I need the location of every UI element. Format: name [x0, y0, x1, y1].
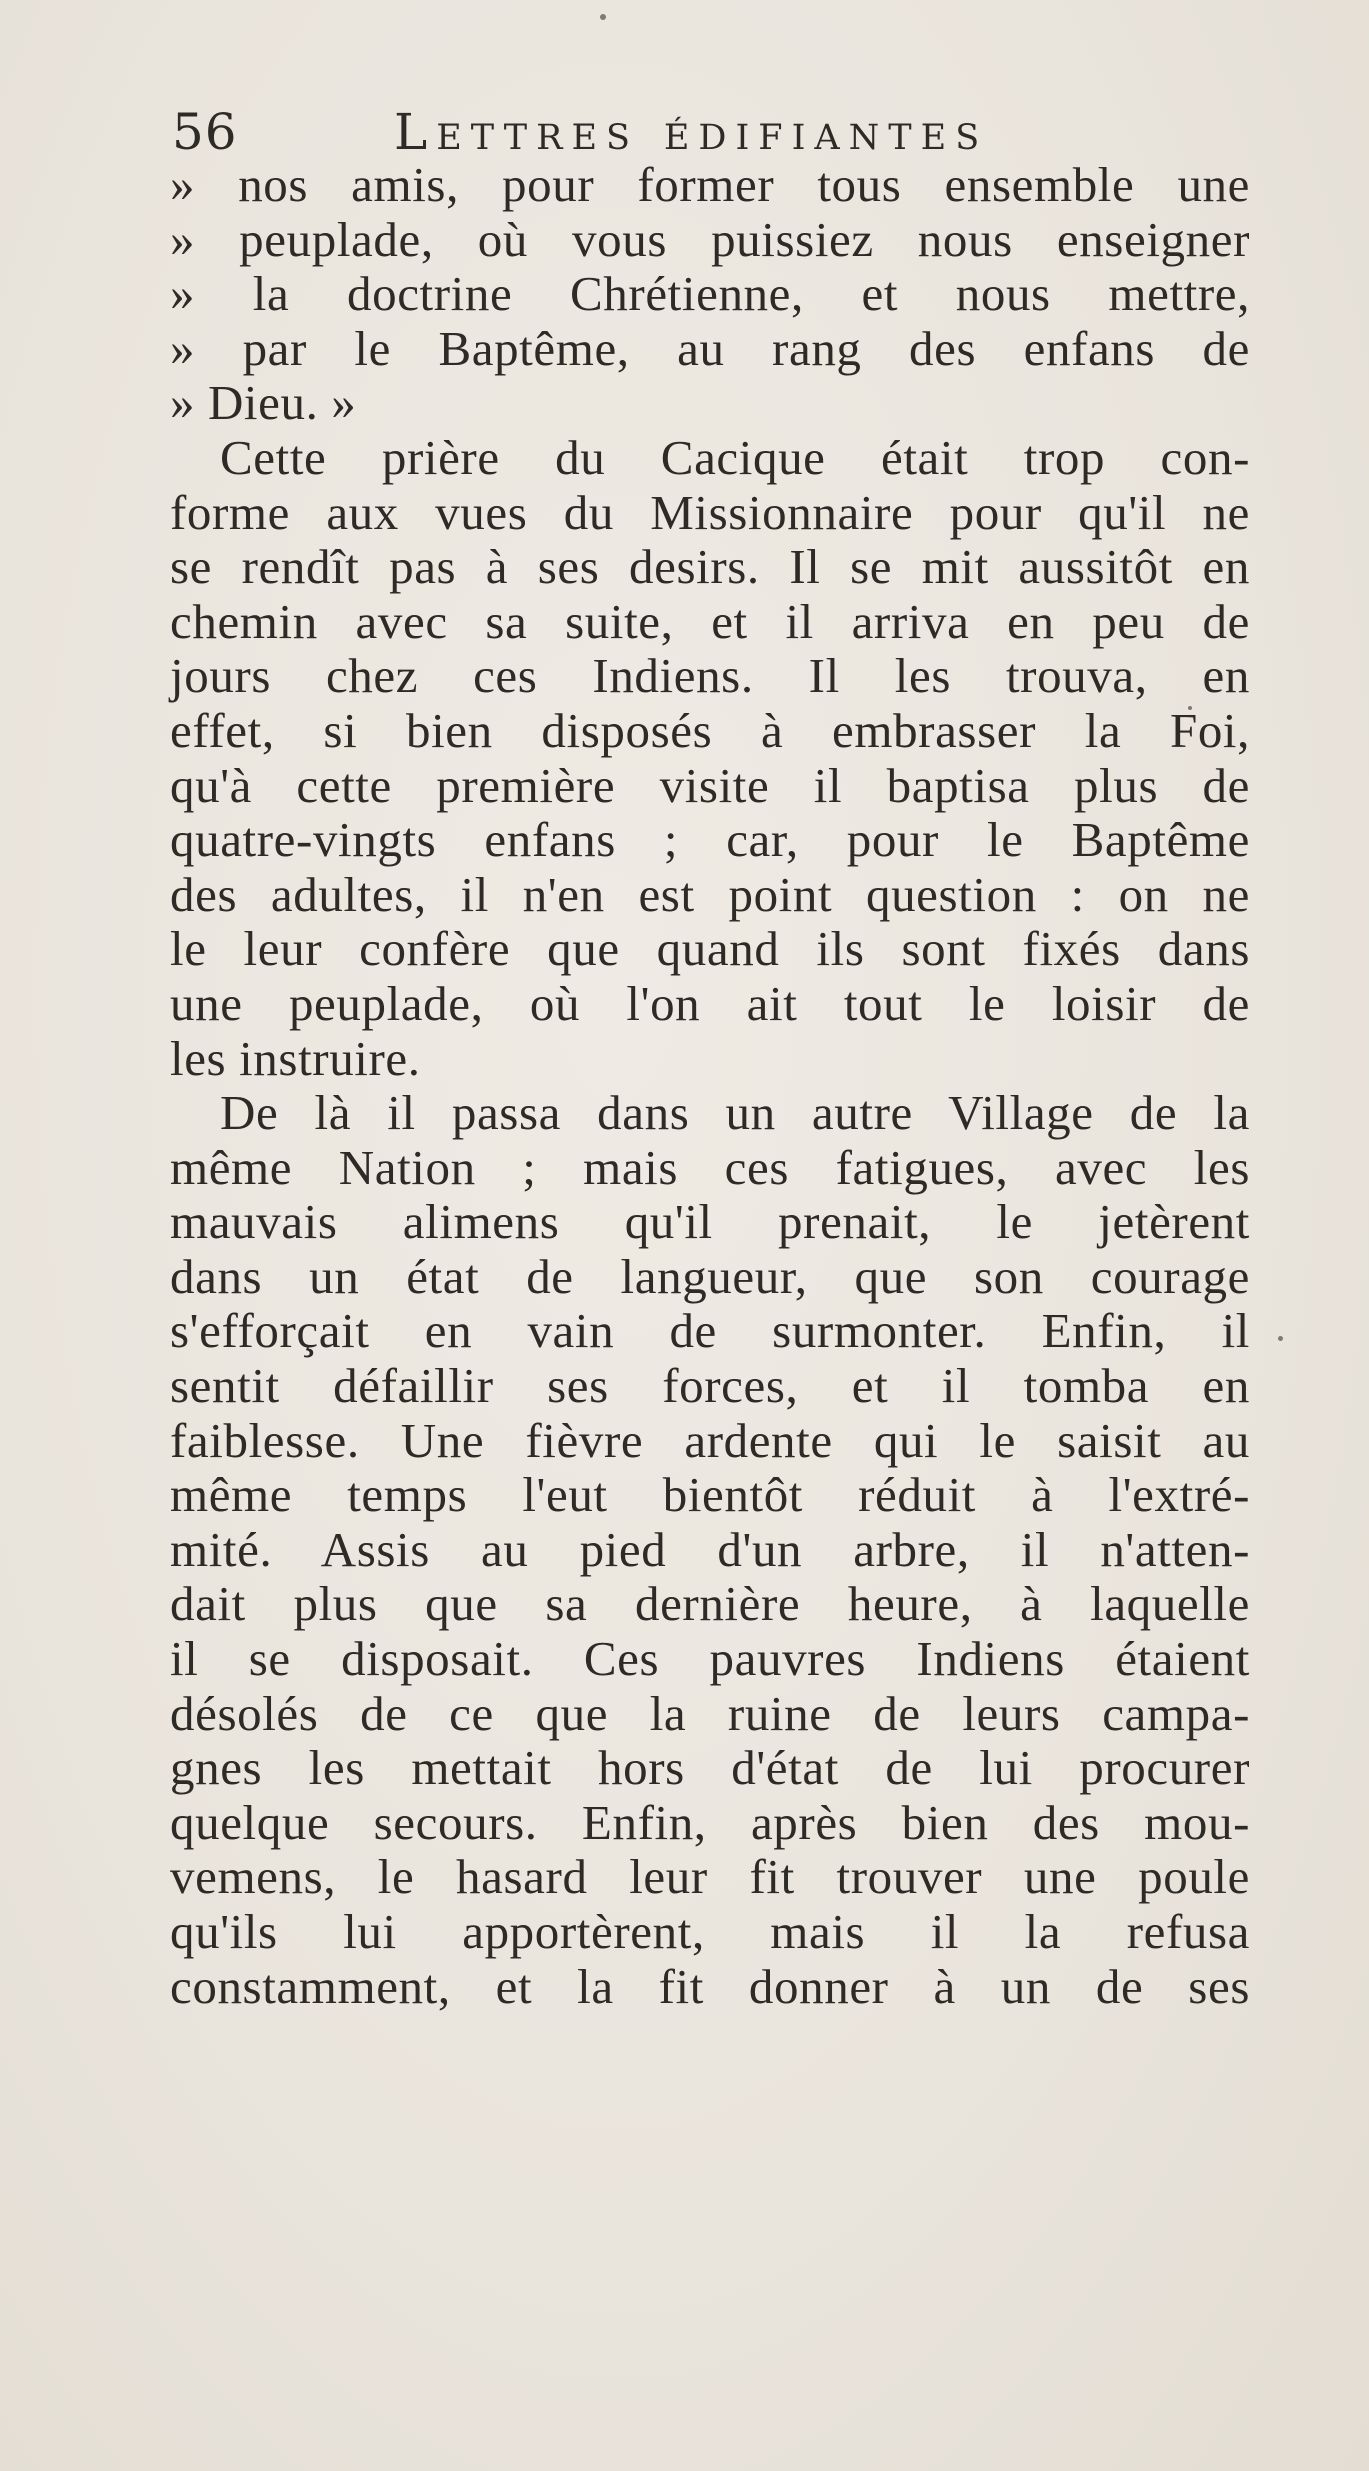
text-line: forme aux vues du Missionnaire pour qu'il ne: [170, 484, 1250, 540]
text-line: constamment, et la fit donner à un de ses: [170, 1958, 1250, 2014]
text-line: même Nation ; mais ces fatigues, avec les: [170, 1139, 1250, 1195]
text-line: dans un état de langueur, que son courage: [170, 1248, 1250, 1304]
text-line: il se disposait. Ces pauvres Indiens étaient: [170, 1631, 1250, 1687]
text-line: » Dieu. »: [170, 375, 357, 431]
text-line: se rendît pas à ses desirs. Il se mit aussitôt en: [170, 539, 1250, 595]
text-line: chemin avec sa suite, et il arriva en peu de: [170, 593, 1250, 649]
text-line: des adultes, il n'en est point question : on ne: [170, 866, 1250, 922]
text-line: sentit défaillir ses forces, et il tomba en: [170, 1358, 1250, 1414]
text-line: De là il passa dans un autre Village de la: [220, 1085, 1250, 1141]
text-line: dait plus que sa dernière heure, à laquelle: [170, 1576, 1250, 1632]
text-line: même temps l'eut bientôt réduit à l'extré-: [170, 1467, 1250, 1523]
text-line: les instruire.: [170, 1030, 421, 1086]
text-line: » peuplade, où vous puissiez nous enseigner: [170, 211, 1250, 267]
running-title: Lettres édifiantes: [394, 103, 989, 161]
page-number: 56: [172, 103, 238, 161]
text-line: jours chez ces Indiens. Il les trouva, en: [170, 648, 1250, 704]
text-line: quelque secours. Enfin, après bien des mou-: [170, 1794, 1250, 1850]
ink-speck: [600, 14, 606, 20]
text-line: vemens, le hasard leur fit trouver une poule: [170, 1849, 1250, 1905]
text-line: mauvais alimens qu'il prenait, le jetèrent: [170, 1194, 1250, 1250]
text-line: qu'à cette première visite il baptisa plus de: [170, 757, 1250, 813]
text-line: » la doctrine Chrétienne, et nous mettre,: [170, 266, 1250, 322]
text-line: qu'ils lui apportèrent, mais il la refusa: [170, 1904, 1250, 1959]
text-line: Cette prière du Cacique était trop con-: [220, 429, 1250, 485]
text-line: une peuplade, où l'on ait tout le loisir de: [170, 975, 1250, 1031]
text-line: faiblesse. Une fièvre ardente qui le saisit au: [170, 1412, 1250, 1468]
text-line: effet, si bien disposés à embrasser la Foi,: [170, 702, 1250, 758]
text-line: » nos amis, pour former tous ensemble une: [170, 157, 1250, 212]
text-line: mité. Assis au pied d'un arbre, il n'atten-: [170, 1521, 1250, 1577]
text-line: le leur confère que quand ils sont fixés dans: [170, 921, 1250, 977]
text-line: gnes les mettait hors d'état de lui procurer: [170, 1740, 1250, 1796]
body-text: [170, 158, 1250, 2014]
text-line: désolés de ce que la ruine de leurs campa-: [170, 1685, 1250, 1741]
text-line: » par le Baptême, au rang des enfans de: [170, 320, 1250, 376]
ink-speck: [1278, 1336, 1283, 1341]
text-line: s'efforçait en vain de surmonter. Enfin, il: [170, 1303, 1250, 1359]
text-line: quatre-vingts enfans ; car, pour le Baptême: [170, 812, 1250, 868]
running-header: [172, 96, 1252, 166]
